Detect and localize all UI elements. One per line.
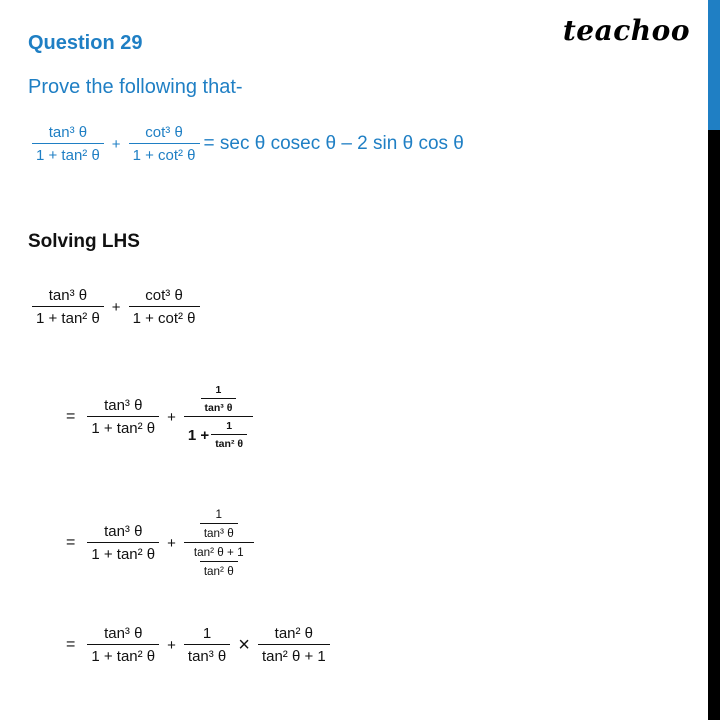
- step2-inner-denominator: $\frac{1}{\text{tan² θ}}$: [211, 420, 247, 450]
- step4-fraction-tan2: $\frac{\text{tan² θ}}{\text{tan² θ + 1}}$: [258, 625, 330, 665]
- statement-fraction-tan: $\frac{\text{tan³ θ}}{\text{1 + tan² θ}}$: [32, 124, 104, 164]
- lhs-fraction-tan: $\frac{\text{tan³ θ}}{\text{1 + tan² θ}}$: [32, 287, 104, 327]
- step2-inner-numerator: $\frac{1}{\text{tan³ θ}}$: [201, 384, 237, 414]
- step4-fraction-tan: $\frac{\text{tan³ θ}}{\text{1 + tan² θ}}$: [87, 625, 159, 665]
- problem-statement: $\frac{\text{tan³ θ}}{\text{1 + tan² θ}}$ + $\frac{\text{cot³ θ}}{\text{1 + cot² θ}}$ = sec θ cosec θ – 2 sin θ cos θ: [30, 124, 464, 164]
- step2-fraction-tan: $\frac{\text{tan³ θ}}{\text{1 + tan² θ}}$: [87, 397, 159, 437]
- step4-fraction-reciprocal: $\frac{1}{\text{tan³ θ}}$: [184, 625, 230, 665]
- step-lhs: $\frac{\text{tan³ θ}}{\text{1 + tan² θ}}$ + $\frac{\text{cot³ θ}}{\text{1 + cot² θ}}$: [30, 287, 202, 327]
- lhs-fraction-cot: $\frac{\text{cot³ θ}}{\text{1 + cot² θ}}$: [129, 287, 200, 327]
- question-title: Question 29: [28, 32, 143, 54]
- step3-complex-fraction: [184, 508, 254, 578]
- statement-rhs: = sec θ cosec θ – 2 sin θ cos θ: [203, 133, 464, 154]
- right-sidebar-accent: [708, 0, 720, 130]
- step-2: = $\frac{\text{tan³ θ}}{\text{1 + tan² θ}}$ + $\frac{1}{\text{tan³ θ}}$ 1 + $\frac{1}{\text{tan² θ}}$: [66, 384, 255, 450]
- statement-fraction-cot: $\frac{\text{cot³ θ}}{\text{1 + cot² θ}}$: [129, 124, 200, 164]
- step-3: = $\frac{\text{tan³ θ}}{\text{1 + tan² θ}}$ + $\frac{\frac{1}{\text{tan³ θ}}}{\frac{\text{tan² θ + 1}}{\text{tan² θ}}}$: [66, 508, 256, 578]
- step3-inner-numerator: $\frac{1}{\text{tan³ θ}}$: [200, 508, 238, 540]
- step-4: = $\frac{\text{tan³ θ}}{\text{1 + tan² θ}}$ + $\frac{1}{\text{tan³ θ}}$ × $\frac{\text{tan² θ}}{\text{tan² θ + 1}}$: [66, 625, 332, 665]
- solving-heading: Solving LHS: [28, 231, 140, 252]
- question-prompt: Prove the following that-: [28, 76, 243, 98]
- teachoo-logo: teachoo: [562, 14, 690, 47]
- step2-complex-fraction: $\frac{1}{\text{tan³ θ}}$ 1 + $\frac{1}{\text{tan² θ}}$: [184, 384, 253, 450]
- times-sign: ×: [238, 633, 250, 656]
- step3-inner-denominator: $\frac{\text{tan² θ + 1}}{\text{tan² θ}}$: [193, 546, 244, 578]
- step3-fraction-tan: $\frac{\text{tan³ θ}}{\text{1 + tan² θ}}$: [87, 523, 159, 563]
